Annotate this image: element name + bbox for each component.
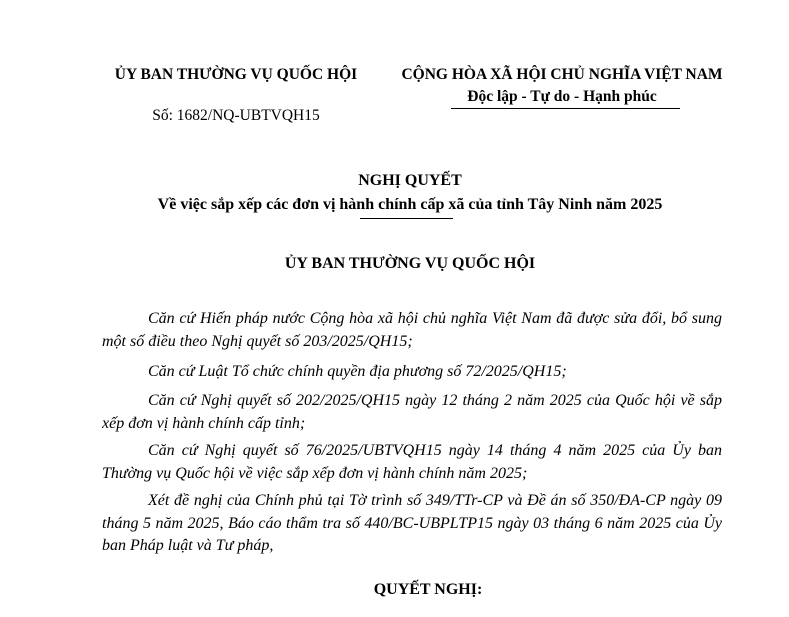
preamble-paragraph: Căn cứ Nghị quyết số 202/2025/QH15 ngày 12 tháng 2 năm 2025 của Quốc hội về sắp xếp đơn vị hành chính cấp tỉnh; [102,392,722,432]
resolution-title: NGHỊ QUYẾT [358,172,462,189]
preamble-paragraph: Căn cứ Nghị quyết số 76/2025/UBTVQH15 ngày 14 tháng 4 năm 2025 của Ủy ban Thường vụ Quốc hội về việc sắp xếp đơn vị hành chính năm 2025; [102,442,722,482]
document-number: Số: 1682/NQ-UBTVQH15 [152,107,320,124]
preamble-paragraph: Căn cứ Hiến pháp nước Cộng hòa xã hội chủ nghĩa Việt Nam đã được sửa đổi, bổ sung một số điều theo Nghị quyết số 203/2025/QH15; [102,310,722,350]
national-motto: Độc lập - Tự do - Hạnh phúc [467,88,657,105]
issuing-body-heading: ỦY BAN THƯỜNG VỤ QUỐC HỘI [284,255,536,272]
preamble-paragraph: Xét đề nghị của Chính phủ tại Tờ trình số 349/TTr-CP và Đề án số 350/ĐA-CP ngày 09 tháng 5 năm 2025, Báo cáo thẩm tra số 440/BC-UBPLTP15 ngày 03 tháng 6 năm 2025 của Ủy ban Pháp luật và Tư pháp, [102,492,722,554]
resolution-subtitle: Về việc sắp xếp các đơn vị hành chính cấp xã của tỉnh Tây Ninh năm 2025 [157,196,663,213]
decision-heading: QUYẾT NGHỊ: [373,581,483,598]
motto-underline [451,108,680,109]
issuing-agency: ỦY BAN THƯỜNG VỤ QUỐC HỘI [114,66,358,83]
national-title: CỘNG HÒA XÃ HỘI CHỦ NGHĨA VIỆT NAM [401,66,723,83]
subtitle-underline [360,218,453,219]
preamble-paragraph: Căn cứ Luật Tổ chức chính quyền địa phương số 72/2025/QH15; [148,363,567,380]
